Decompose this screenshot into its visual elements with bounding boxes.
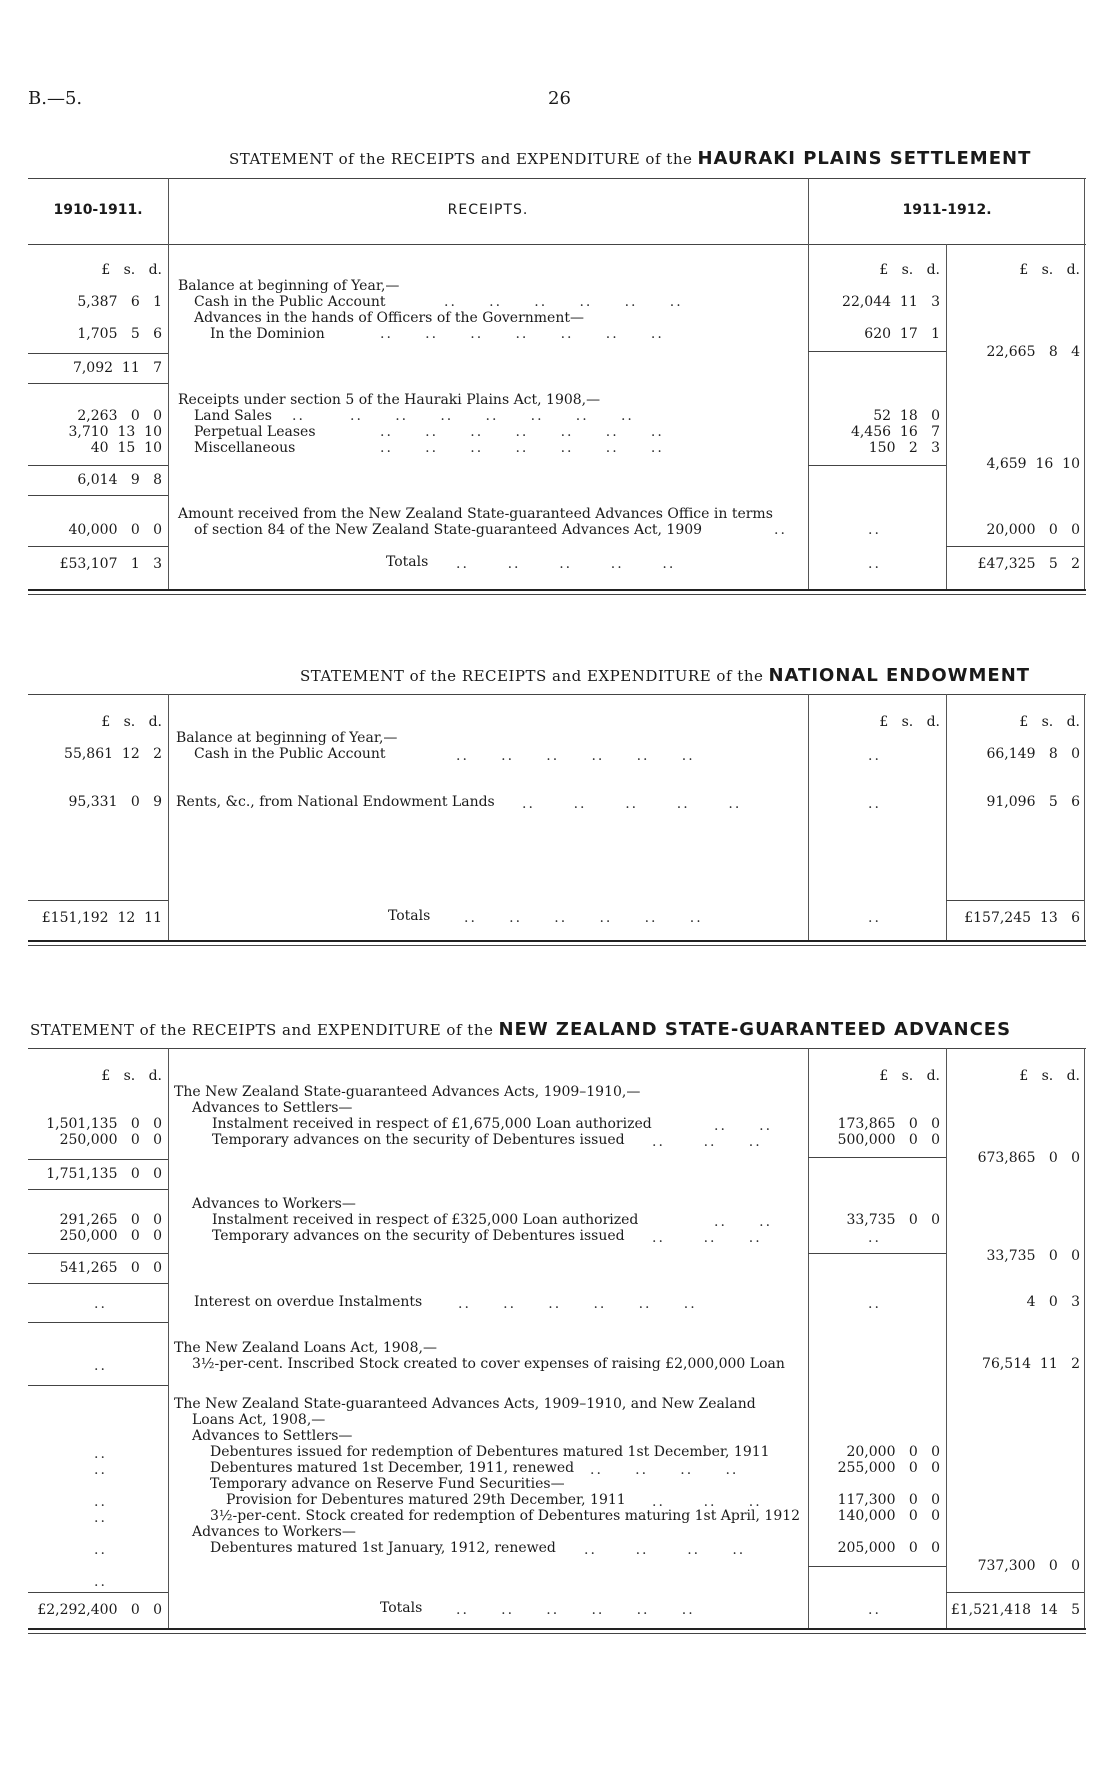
text-line: Debentures issued for redemption of Debentures matured 1st December, 1911 (210, 1444, 770, 1460)
leader-dots: .. .. .. .. .. .. (464, 910, 703, 926)
leader-dots: .. (94, 1358, 107, 1374)
text-line: Instalment received in respect of £325,000 Loan authorized (212, 1212, 639, 1228)
leader-dots: .. .. .. .. .. .. (456, 1602, 695, 1618)
text-line: Balance at beginning of Year,— (176, 730, 398, 746)
leader-dots: .. .. .. .. .. .. .. (380, 440, 664, 456)
amount-cell: 620 17 1 (864, 326, 940, 342)
leader-dots: .. (868, 796, 881, 812)
leader-dots: .. .. .. .. .. .. (458, 1296, 697, 1312)
total-cell: 4,659 16 10 (986, 456, 1080, 472)
leader-dots: .. (868, 1230, 881, 1246)
leader-dots: .. (94, 1542, 107, 1558)
lsd-header: £ s. d. (879, 1068, 940, 1084)
leader-dots: .. (868, 1296, 881, 1312)
text-line: Temporary advances on the security of Debentures issued (212, 1228, 625, 1244)
lsd-header: £ s. d. (1019, 714, 1080, 730)
leader-dots: .. .. .. .. (584, 1542, 746, 1558)
hauraki-title-bold: HAURAKI PLAINS SETTLEMENT (697, 148, 1032, 169)
leader-dots: .. (868, 910, 881, 926)
text-line: Advances to Workers— (192, 1196, 356, 1212)
text-line: Receipts under section 5 of the Hauraki Plains Act, 1908,— (178, 392, 601, 408)
amount-cell: 1,501,135 0 0 (46, 1116, 162, 1132)
text-line: Amount received from the New Zealand State-guaranteed Advances Office in terms (178, 506, 773, 522)
amount-cell: 117,300 0 0 (837, 1492, 940, 1508)
leader-dots: .. (868, 748, 881, 764)
leader-dots: .. .. .. .. .. .. (444, 294, 683, 310)
amount-cell: 140,000 0 0 (837, 1508, 940, 1524)
text-line: Advances in the hands of Officers of the Government— (194, 310, 584, 326)
total-cell: 673,865 0 0 (977, 1150, 1080, 1166)
endowment-title-prefix: STATEMENT of the RECEIPTS and EXPENDITURE of the (300, 667, 764, 685)
leader-dots: .. (868, 556, 881, 572)
amount-cell: 4,456 16 7 (850, 424, 940, 440)
amount-cell: 52 18 0 (873, 408, 940, 424)
text-line: Land Sales (194, 408, 272, 424)
leader-dots: .. .. .. .. .. .. .. (380, 326, 664, 342)
hauraki-head-receipts: RECEIPTS. (447, 202, 529, 218)
grand-total-cell: £157,245 13 6 (964, 910, 1080, 926)
text-line: Debentures matured 1st January, 1912, renewed (210, 1540, 556, 1556)
hauraki-title-prefix: STATEMENT of the RECEIPTS and EXPENDITURE of the (229, 150, 693, 168)
page-reference: B.—5. (28, 88, 83, 109)
lsd-header: £ s. d. (879, 262, 940, 278)
leader-dots: .. .. .. .. .. .. (456, 748, 695, 764)
amount-cell: 40 15 10 (90, 440, 162, 456)
leader-dots: .. .. .. (652, 1494, 762, 1510)
text-line: Balance at beginning of Year,— (178, 278, 400, 294)
amount-cell: 4 0 3 (1026, 1294, 1080, 1310)
advances-title (30, 1019, 1011, 1040)
leader-dots: .. (94, 1462, 107, 1478)
leader-dots: .. .. (714, 1118, 773, 1134)
text-line: 3½-per-cent. Stock created for redemption of Debentures maturing 1st April, 1912 (210, 1508, 801, 1524)
hauraki-head-left: 1910-1911. (53, 202, 143, 218)
subtotal-cell: 541,265 0 0 (59, 1260, 162, 1276)
total-cell: 33,735 0 0 (986, 1248, 1080, 1264)
leader-dots: .. .. .. .. .. .. .. (380, 424, 664, 440)
amount-cell: 250,000 0 0 (59, 1228, 162, 1244)
total-cell: 22,665 8 4 (986, 344, 1080, 360)
text-line: The New Zealand State-guaranteed Advances Acts, 1909–1910, and New Zealand (174, 1396, 756, 1412)
amount-cell: 150 2 3 (868, 440, 940, 456)
endowment-title-bold: NATIONAL ENDOWMENT (768, 665, 1031, 686)
leader-dots: .. (94, 1446, 107, 1462)
text-line: The New Zealand Loans Act, 1908,— (174, 1340, 437, 1356)
amount-cell: 250,000 0 0 (59, 1132, 162, 1148)
amount-cell: 205,000 0 0 (837, 1540, 940, 1556)
amount-cell: 66,149 8 0 (986, 746, 1080, 762)
text-line: Debentures matured 1st December, 1911, renewed (210, 1460, 575, 1476)
leader-dots: .. .. .. .. (590, 1462, 739, 1478)
amount-cell: 291,265 0 0 (59, 1212, 162, 1228)
advances-title-bold: NEW ZEALAND STATE-GUARANTEED ADVANCES (498, 1019, 1012, 1040)
text-line: Instalment received in respect of £1,675,000 Loan authorized (212, 1116, 652, 1132)
amount-cell: 500,000 0 0 (837, 1132, 940, 1148)
leader-dots: .. .. .. .. .. (456, 556, 676, 572)
leader-dots: .. (868, 1602, 881, 1618)
hauraki-title (229, 148, 1031, 169)
amount-cell: 2,263 0 0 (77, 408, 162, 424)
endowment-title (300, 665, 1030, 686)
amount-cell: 3,710 13 10 (68, 424, 162, 440)
totals-label: Totals (380, 1600, 423, 1616)
amount-cell: 173,865 0 0 (837, 1116, 940, 1132)
text-line: Advances to Settlers— (192, 1100, 353, 1116)
text-line: 3½-per-cent. Inscribed Stock created to cover expenses of raising £2,000,000 Loan (192, 1356, 785, 1372)
lsd-header: £ s. d. (1019, 1068, 1080, 1084)
leader-dots: .. (94, 1510, 107, 1526)
totals-label: Totals (388, 908, 431, 924)
text-line: Miscellaneous (194, 440, 296, 456)
grand-total-cell: £47,325 5 2 (977, 556, 1080, 572)
amount-cell: 1,705 5 6 (77, 326, 162, 342)
text-line: Advances to Workers— (192, 1524, 356, 1540)
text-line: Loans Act, 1908,— (192, 1412, 326, 1428)
text-line: Cash in the Public Account (194, 294, 386, 310)
leader-dots: .. (94, 1494, 107, 1510)
lsd-header: £ s. d. (1019, 262, 1080, 278)
amount-cell: 40,000 0 0 (68, 522, 162, 538)
amount-cell: 255,000 0 0 (837, 1460, 940, 1476)
total-cell: 737,300 0 0 (977, 1558, 1080, 1574)
lsd-header: £ s. d. (101, 714, 162, 730)
grand-total-cell: £2,292,400 0 0 (37, 1602, 162, 1618)
text-line: Interest on overdue Instalments (194, 1294, 423, 1310)
amount-cell: 95,331 0 9 (68, 794, 162, 810)
leader-dots: .. (868, 522, 881, 538)
text-line: The New Zealand State-guaranteed Advances Acts, 1909–1910,— (174, 1084, 641, 1100)
totals-label: Totals (386, 554, 429, 570)
subtotal-cell: 1,751,135 0 0 (46, 1166, 162, 1182)
text-line: Temporary advances on the security of Debentures issued (212, 1132, 625, 1148)
leader-dots: .. (774, 522, 787, 538)
amount-cell: 91,096 5 6 (986, 794, 1080, 810)
leader-dots: .. (94, 1574, 107, 1590)
grand-total-cell: £53,107 1 3 (59, 556, 162, 572)
page-number: 26 (548, 88, 571, 109)
leader-dots: .. .. .. .. .. .. .. .. (292, 408, 634, 424)
text-line: Provision for Debentures matured 29th December, 1911 (226, 1492, 626, 1508)
leader-dots: .. .. .. (652, 1230, 762, 1246)
hauraki-head-right: 1911-1912. (902, 202, 992, 218)
lsd-header: £ s. d. (101, 1068, 162, 1084)
text-line: Temporary advance on Reserve Fund Securities— (210, 1476, 565, 1492)
subtotal-cell: 7,092 11 7 (72, 360, 162, 376)
text-line: Cash in the Public Account (194, 746, 386, 762)
text-line: Advances to Settlers— (192, 1428, 353, 1444)
amount-cell: 22,044 11 3 (842, 294, 940, 310)
amount-cell: 76,514 11 2 (982, 1356, 1080, 1372)
amount-cell: 5,387 6 1 (77, 294, 162, 310)
leader-dots: .. .. .. (652, 1134, 762, 1150)
text-line: Rents, &c., from National Endowment Lands (176, 794, 495, 810)
amount-cell: 20,000 0 0 (846, 1444, 940, 1460)
leader-dots: .. (94, 1296, 107, 1312)
text-line: of section 84 of the New Zealand State-guaranteed Advances Act, 1909 (194, 522, 703, 538)
text-line: Perpetual Leases (194, 424, 316, 440)
subtotal-cell: 6,014 9 8 (77, 472, 162, 488)
leader-dots: .. .. .. .. .. (522, 796, 742, 812)
leader-dots: .. .. (714, 1214, 773, 1230)
advances-title-prefix: STATEMENT of the RECEIPTS and EXPENDITURE of the (30, 1021, 494, 1039)
text-line: In the Dominion (210, 326, 325, 342)
grand-total-cell: £151,192 12 11 (41, 910, 162, 926)
lsd-header: £ s. d. (879, 714, 940, 730)
lsd-header: £ s. d. (101, 262, 162, 278)
amount-cell: 33,735 0 0 (846, 1212, 940, 1228)
amount-cell: 20,000 0 0 (986, 522, 1080, 538)
grand-total-cell: £1,521,418 14 5 (950, 1602, 1080, 1618)
amount-cell: 55,861 12 2 (64, 746, 162, 762)
